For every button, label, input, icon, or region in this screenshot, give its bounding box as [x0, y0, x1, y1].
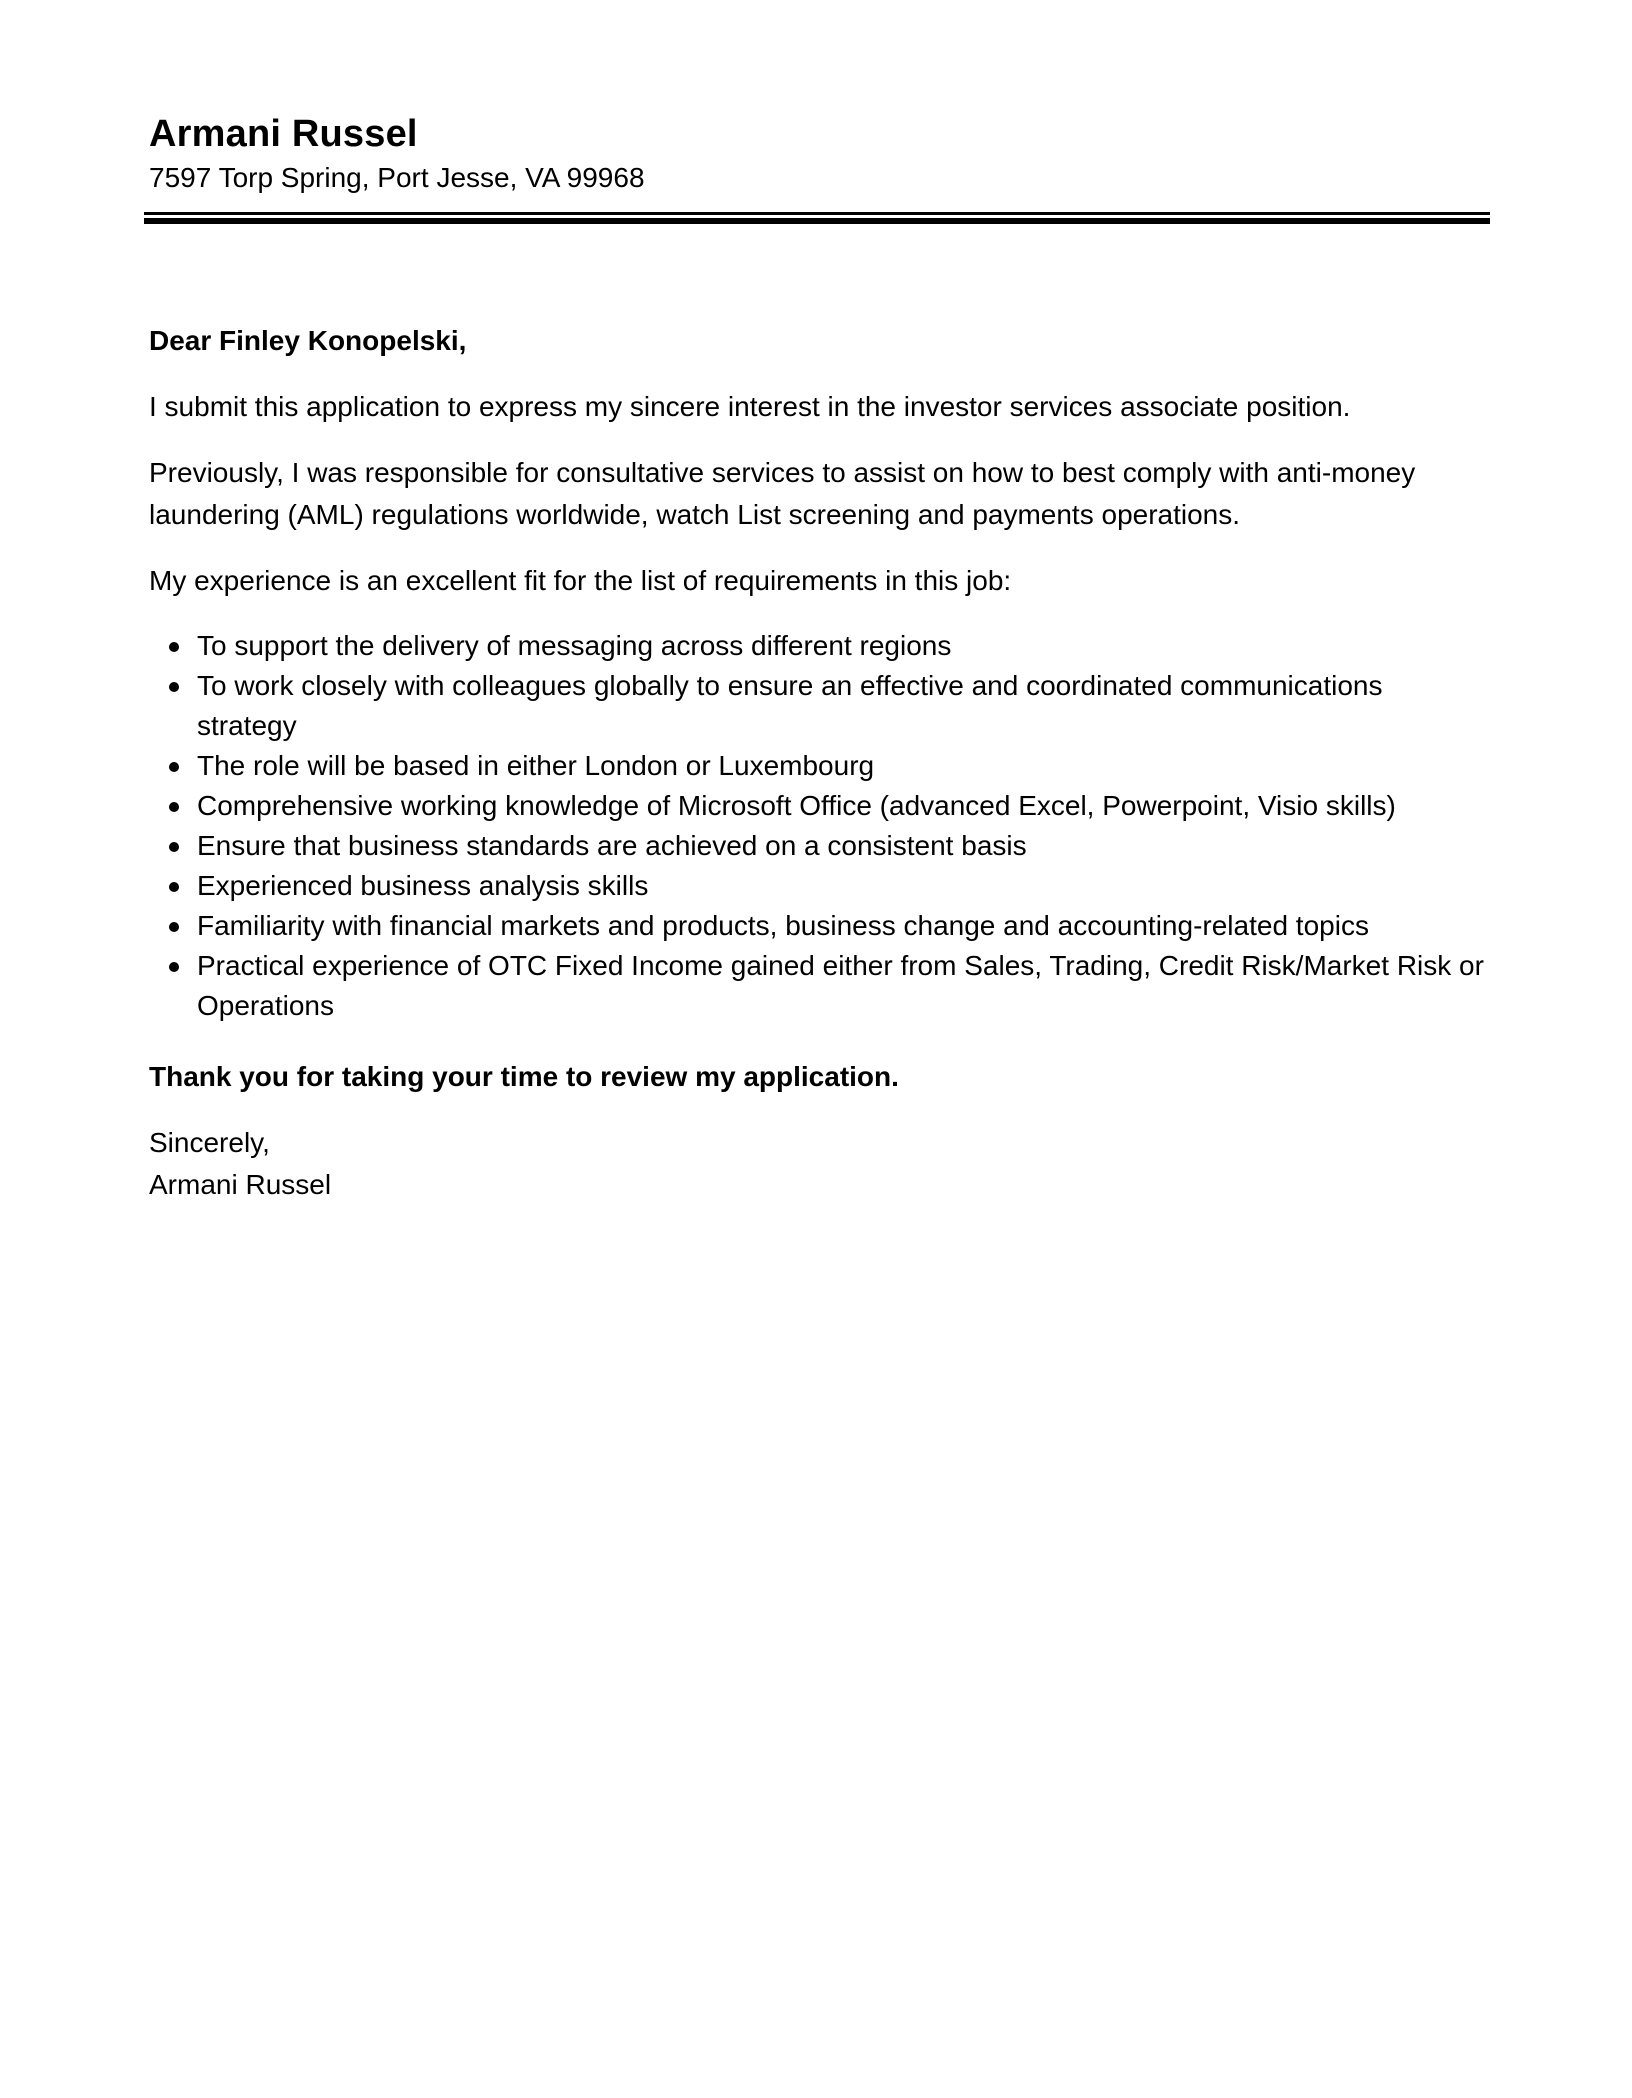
letter-body — [149, 320, 1489, 1206]
list-item-text: Practical experience of OTC Fixed Income gained either from Sales, Trading, Credit Risk/Market Risk or Operations — [197, 950, 1484, 1021]
list-item-text: Experienced business analysis skills — [197, 870, 649, 901]
paragraph-fit: My experience is an excellent fit for the list of requirements in this job: — [149, 565, 1012, 596]
bullet-icon — [169, 922, 179, 932]
header-divider — [144, 212, 1490, 224]
paragraph-intro: I submit this application to express my sincere interest in the investor services associate position. — [149, 391, 1351, 422]
list-item — [197, 786, 1489, 826]
list-item-text: To work closely with colleagues globally to ensure an effective and coordinated communications strategy — [197, 670, 1383, 741]
list-item-text: Familiarity with financial markets and products, business change and accounting-related topics — [197, 910, 1369, 941]
divider-thick-line — [144, 218, 1490, 224]
bullet-icon — [169, 802, 179, 812]
list-item-text: To support the delivery of messaging across different regions — [197, 630, 952, 661]
list-item — [197, 946, 1489, 1026]
list-item — [197, 626, 1489, 666]
requirements-list — [149, 626, 1489, 1026]
bullet-icon — [169, 642, 179, 652]
list-item — [197, 906, 1489, 946]
sender-name: Armani Russel — [149, 113, 418, 155]
paragraph-experience: Previously, I was responsible for consultative services to assist on how to best comply with anti-money laundering (AML) regulations worldwide, watch List screening and payments operations. — [149, 457, 1416, 530]
bullet-icon — [169, 682, 179, 692]
list-item — [197, 746, 1489, 786]
sender-address: 7597 Torp Spring, Port Jesse, VA 99968 — [149, 162, 645, 193]
thank-you-line: Thank you for taking your time to review my application. — [149, 1061, 899, 1092]
closing: Sincerely, — [149, 1127, 270, 1158]
list-item-text: The role will be based in either London or Luxembourg — [197, 750, 875, 781]
list-item-text: Comprehensive working knowledge of Microsoft Office (advanced Excel, Powerpoint, Visio skills) — [197, 790, 1396, 821]
salutation: Dear Finley Konopelski, — [149, 325, 467, 356]
bullet-icon — [169, 762, 179, 772]
signature-name: Armani Russel — [149, 1169, 332, 1200]
list-item-text: Ensure that business standards are achieved on a consistent basis — [197, 830, 1027, 861]
bullet-icon — [169, 962, 179, 972]
list-item — [197, 866, 1489, 906]
bullet-icon — [169, 842, 179, 852]
list-item — [197, 666, 1489, 746]
list-item — [197, 826, 1489, 866]
bullet-icon — [169, 882, 179, 892]
